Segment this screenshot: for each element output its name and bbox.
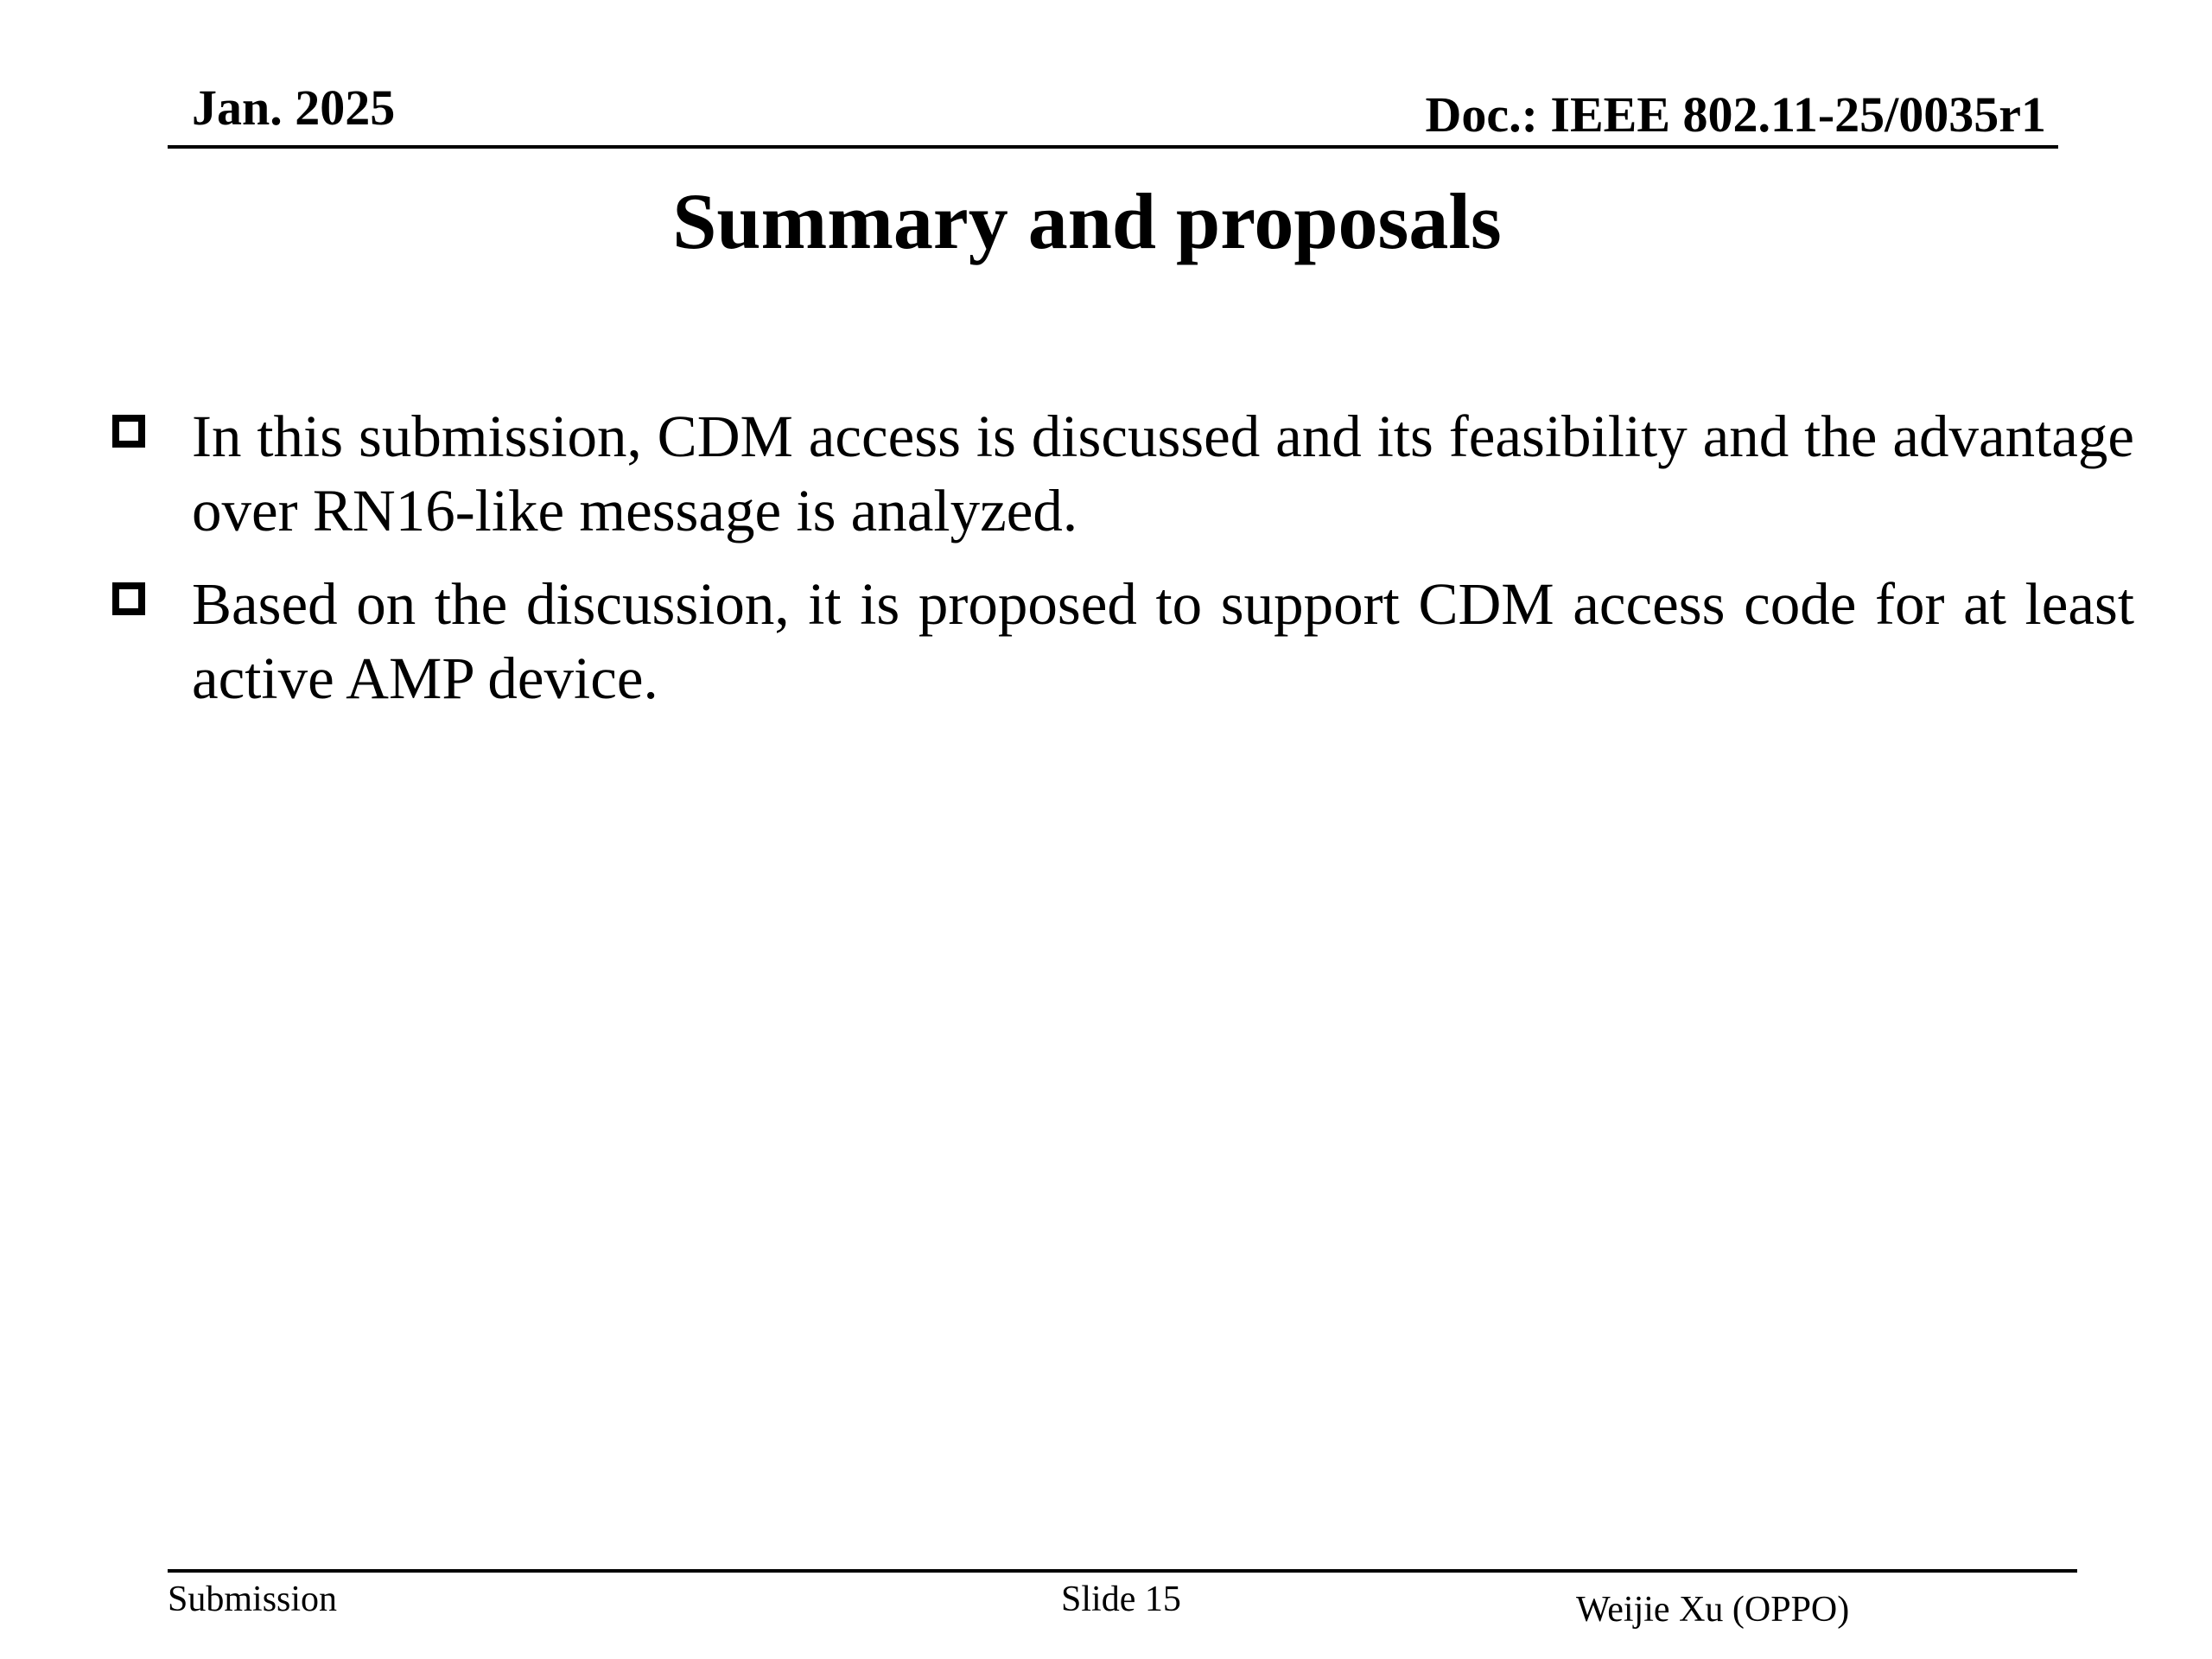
slide-title: Summary and proposals	[672, 177, 1502, 265]
bullet-text: In this submission, CDM access is discussed and its feasibility and the advantage over RN16-like message is analyzed.	[192, 404, 2134, 543]
footer-submission: Submission	[168, 1580, 338, 1619]
header-doc-id: Doc.: IEEE 802.11-25/0035r1	[1425, 86, 2046, 143]
bullet-list	[112, 399, 2134, 734]
bullet-text: Based on the discussion, it is proposed to support CDM access code for at least active AMP device.	[192, 571, 2134, 711]
header-date: Jan. 2025	[192, 79, 396, 136]
footer-slide-number: Slide 15	[1061, 1580, 1181, 1619]
bullet-item	[112, 567, 2134, 715]
square-bullet-icon	[112, 415, 145, 448]
header-divider	[168, 145, 2058, 149]
footer-divider	[168, 1569, 2077, 1573]
square-bullet-icon	[112, 582, 145, 615]
footer-author: Weijie Xu (OPPO)	[1576, 1590, 1850, 1630]
bullet-item	[112, 399, 2134, 548]
